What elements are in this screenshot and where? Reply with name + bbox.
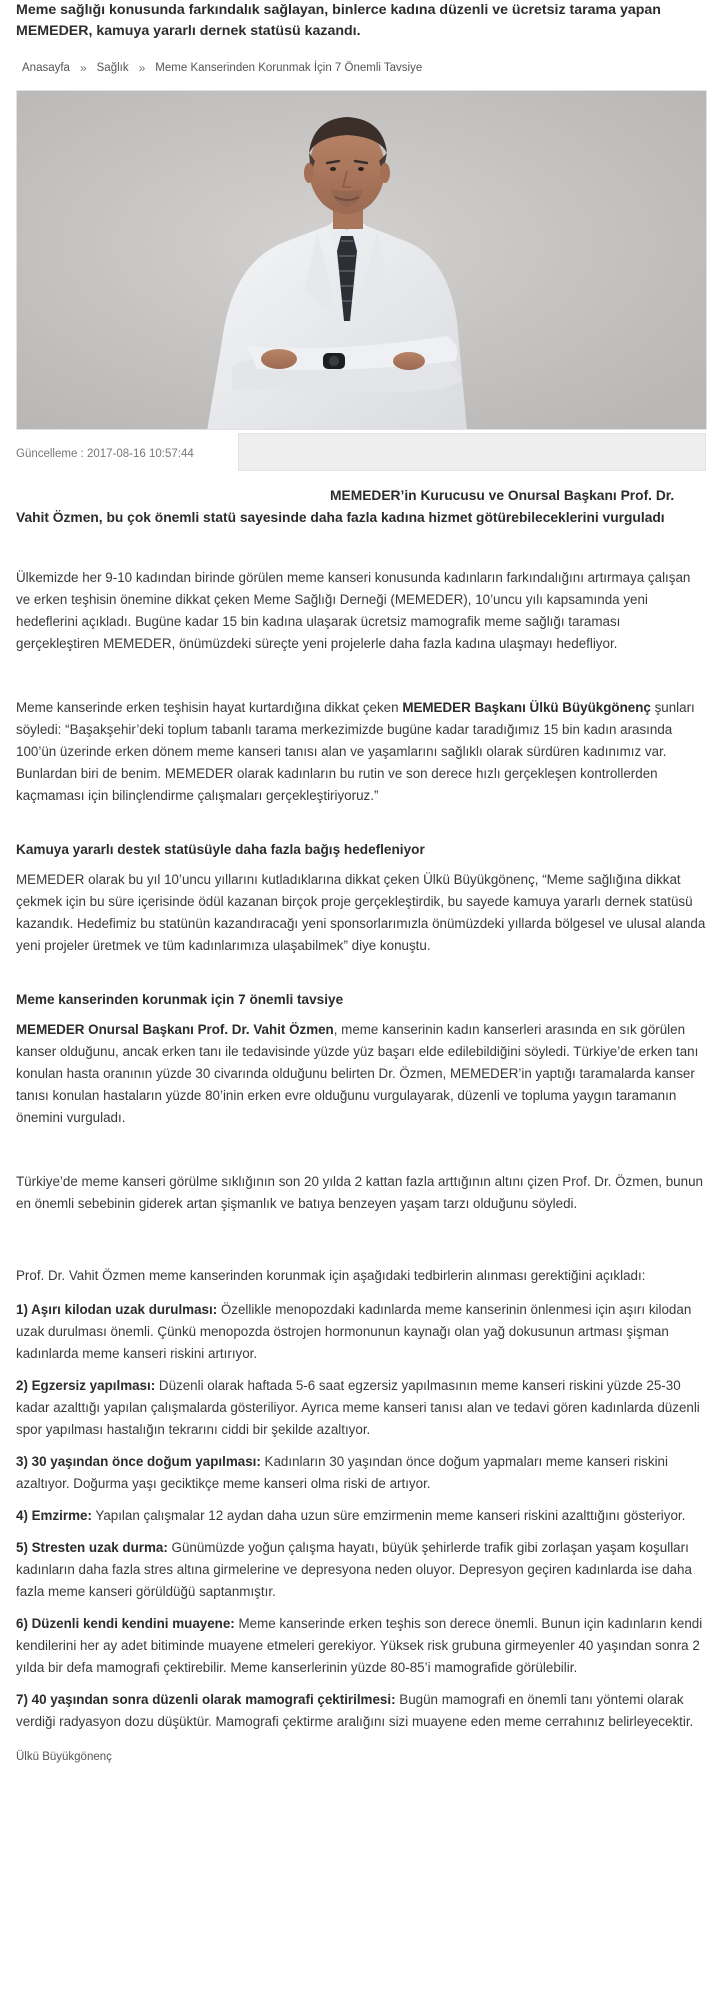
tip-6-text: Meme kanserinde erken teşhis son derece önemli. Bunun için kadınların kendi kendilerini her ay adet bitiminde muayene etmeleri gerekiyor. Yüksek risk grubuna girmeyenler 40 yaşından sonra 2 yılda bir defa mamografi çektirebilir. Meme kanserlerinin yüzde 80-85’i mamografide görülebilir. — [16, 1616, 703, 1675]
author-name: Ülkü Büyükgönenç — [16, 1751, 112, 1763]
paragraph-4-text: , meme kanserinin kadın kanserleri arasında en sık görülen kanser olduğunu, ancak erken tanı ile tedavisinde yüzde yüz başarı elde edilebildiğini söyledi. Türkiye’de erken tanı konulan hasta oranının yüzde 30 civarında olduğunu belirten Dr. Özmen, MEMEDER’in yaptığı taramalarda kanser tanısı konulan hastaların yüzde 80’inin erken evre olduğunu vurgulayarak, düzenli ve topluma yaygın taramanın önemini vurguladı. — [16, 1022, 699, 1125]
tip-2-text: Düzenli olarak haftada 5-6 saat egzersiz yapılmasının meme kanseri riskini yüzde 25-30 kadar azalttığı yapılan çalışmalarda gösteriliyor. Ayrıca meme kanseri tanısı alan ve tedavi gören kadınlarda düzenli spor yapılması hastalığın tekrarını ciddi bir şekilde azaltıyor. — [16, 1378, 700, 1437]
paragraph-6: Prof. Dr. Vahit Özmen meme kanserinden korunmak için aşağıdaki tedbirlerin alınması gerektiğini açıkladı: — [16, 1268, 646, 1283]
tip-5-title: 5) Stresten uzak durma: — [16, 1540, 168, 1555]
paragraph-2-text: Meme kanserinde erken teşhisin hayat kurtardığına dikkat çeken — [16, 700, 403, 715]
tip-1-title: 1) Aşırı kilodan uzak durulması: — [16, 1302, 218, 1317]
tip-3-title: 3) 30 yaşından önce doğum yapılması: — [16, 1454, 261, 1469]
tip-3-text: Kadınların 30 yaşından önce doğum yapmaları meme kanseri riskini azaltıyor. Doğurma yaşı geciktikçe meme kanseri olma riski de artıyor. — [16, 1454, 668, 1491]
tip-1-text: Özellikle menopozdaki kadınlarda meme kanserinin önlenmesi için aşırı kilodan uzak durulması önemli. Çünkü menopozda östrojen hormonunun kaynağı olan yağ dokusunun artması şişman kadınlarda meme kanseri riskini artırıyor. — [16, 1302, 692, 1361]
article-lead: MEMEDER’in Kurucusu ve Onursal Başkanı Prof. Dr. Vahit Özmen, bu çok önemli statü sayesinde daha fazla kadına hizmet götürebileceklerini vurguladı — [16, 488, 675, 525]
tip-2-title: 2) Egzersiz yapılması: — [16, 1378, 156, 1393]
share-bar — [238, 433, 706, 471]
doctor-portrait-illustration — [17, 91, 707, 430]
paragraph-1: Ülkemizde her 9-10 kadından birinde görülen meme kanseri konusunda kadınların farkındalığını artırmaya çalışan ve erken teşhisin önemine dikkat çeken Meme Sağlığı Derneği (MEMEDER), 10’uncu yılı kapsamında yeni hedeflerini açıkladı. Bugüne kadar 15 bin kadına ulaşarak ücretsiz mamografik meme sağlığı taraması gerçekleştiren MEMEDER, önümüzdeki süreçte yeni projelerle daha fazla kadına ulaşmayı hedefliyor. — [16, 570, 691, 651]
breadcrumb — [16, 60, 707, 76]
tip-3 — [16, 1451, 707, 1495]
tip-4-title: 4) Emzirme: — [16, 1508, 92, 1523]
hero-photo — [16, 90, 707, 430]
tip-7-text: Bugün mamografi en önemli tanı yöntemi olarak verdiği radyasyon dozu düşüktür. Mamografi çektirme aralığını sizi muayene eden meme cerrahınız belirleyecektir. — [16, 1692, 694, 1729]
article-intro: Meme sağlığı konusunda farkındalık sağlayan, binlerce kadına düzenli ve ücretsiz tarama yapan MEMEDER, kamuya yararlı dernek statüsü kazandı. — [16, 2, 661, 39]
breadcrumb-current-page[interactable]: Meme Kanserinden Korunmak İçin 7 Önemli Tavsiye — [155, 62, 423, 74]
subheading-tips: Meme kanserinden korunmak için 7 önemli tavsiye — [16, 992, 344, 1007]
breadcrumb-category-link[interactable]: Sağlık — [96, 62, 129, 74]
breadcrumb-separator-icon: » — [138, 61, 146, 75]
paragraph-2-quote: şunları söyledi: “Başakşehir’deki toplum tabanlı tarama merkezimizde bugüne kadar taradığımız 15 bin kadın arasında 100’ün üzerinde erken dönem meme kanseri tanısı alan ve yaşamlarını sağlıklı olarak sürdüren kadınımız var. Bunlardan biri de benim. MEMEDER olarak kadınların bu rutin ve son derece hızlı gerçekleşen kontrollerden kaçmaması için bilinçlendirme çalışmaları gerçekleştiriyoruz.” — [16, 700, 695, 803]
breadcrumb-home-link[interactable]: Anasayfa — [22, 62, 70, 74]
tip-6 — [16, 1613, 707, 1679]
tip-5 — [16, 1537, 707, 1603]
update-timestamp: Güncelleme : 2017-08-16 10:57:44 — [16, 447, 194, 460]
tip-4 — [16, 1505, 707, 1527]
paragraph-3: MEMEDER olarak bu yıl 10’uncu yıllarını kutladıklarına dikkat çeken Ülkü Büyükgönenç, “Meme sağlığına dikkat çekmek için bu süre içerisinde ödül kazanan birçok proje gerçekleştirdik, bu sayede kamuya yararlı dernek statüsü kazandık. Hedefimiz bu statünün kazandıracağı yeni sponsorlarımızla önümüzdeki yıllarda bölgesel ve ulusal alanda yeni projeler üretmek ve tüm kadınlarımıza ulaşabilmek” diye konuştu. — [16, 872, 706, 953]
paragraph-4-bold: MEMEDER Onursal Başkanı Prof. Dr. Vahit Özmen — [16, 1022, 334, 1037]
tip-6-title: 6) Düzenli kendi kendini muayene: — [16, 1616, 235, 1631]
meta-row — [16, 433, 707, 471]
paragraph-4 — [16, 1019, 707, 1129]
tip-4-text: Yapılan çalışmalar 12 aydan daha uzun süre emzirmenin meme kanseri riskini azalttığını gösteriyor. — [91, 1508, 686, 1523]
breadcrumb-separator-icon: » — [79, 61, 87, 75]
tip-7-title: 7) 40 yaşından sonra düzenli olarak mamografi çektirilmesi: — [16, 1692, 396, 1707]
subheading-donations: Kamuya yararlı destek statüsüyle daha fazla bağış hedefleniyor — [16, 842, 425, 857]
tip-7 — [16, 1689, 707, 1733]
paragraph-2-bold: MEMEDER Başkanı Ülkü Büyükgönenç — [402, 700, 651, 715]
tip-2 — [16, 1375, 707, 1441]
tip-1 — [16, 1299, 707, 1365]
paragraph-5: Türkiye’de meme kanseri görülme sıklığının son 20 yılda 2 kattan fazla arttığının altını çizen Prof. Dr. Özmen, bunun en önemli sebebinin giderek artan şişmanlık ve batıya benzeyen yaşam tarzı olduğunu söyledi. — [16, 1174, 703, 1211]
tip-5-text: Günümüzde yoğun çalışma hayatı, büyük şehirlerde trafik gibi zorlaşan yaşam koşulları kadınların daha fazla stres altına girmelerine ve depresyona neden oluyor. Depresyon geçiren kadınlarda ise daha fazla meme kanseri görüldüğü saptanmıştır. — [16, 1540, 692, 1599]
paragraph-2 — [16, 697, 707, 807]
